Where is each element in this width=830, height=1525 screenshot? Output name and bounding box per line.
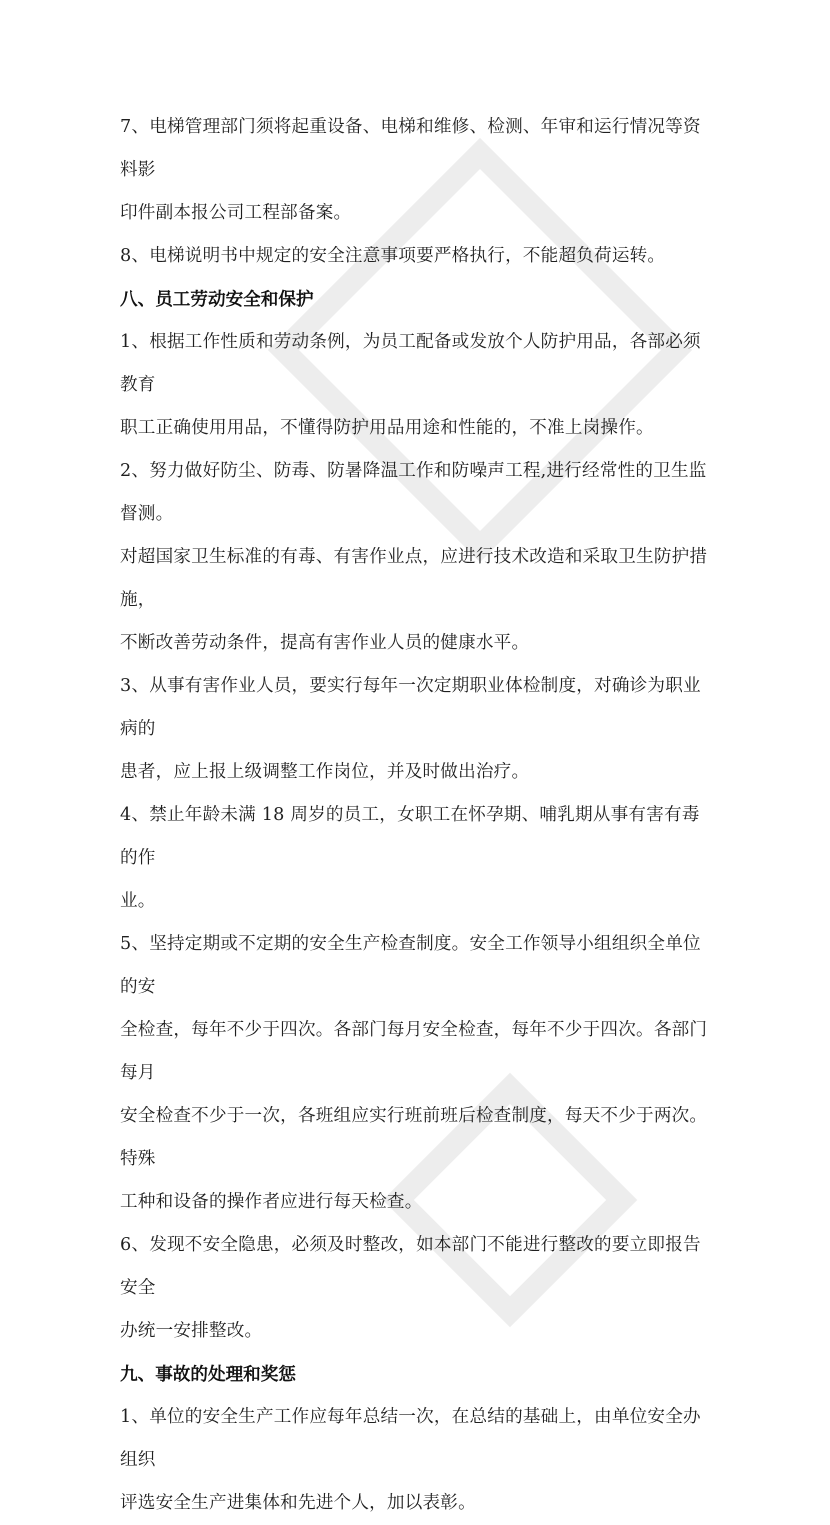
paragraph-item-5 [120, 923, 714, 1224]
text-line: 印件副本报公司工程部备案。 [120, 203, 352, 223]
text-line: 6、发现不安全隐患，必须及时整改，如本部门不能进行整改的要立即报告安全 [120, 1235, 701, 1298]
paragraph-item-8 [120, 235, 714, 278]
text-line: 4、禁止年龄未满 18 周岁的员工，女职工在怀孕期、哺乳期从事有害有毒的作 [120, 805, 700, 868]
paragraph-item-1 [120, 321, 714, 450]
text-line: 评选安全生产进集体和先进个人，加以表彰。 [120, 1493, 476, 1513]
text-line: 职工正确使用用品，不懂得防护用品用途和性能的，不准上岗操作。 [120, 418, 654, 438]
text-line: 5、坚持定期或不定期的安全生产检查制度。安全工作领导小组组织全单位的安 [120, 934, 701, 997]
text-line: 7、电梯管理部门须将起重设备、电梯和维修、检测、年审和运行情况等资料影 [120, 117, 701, 180]
paragraph-item-7 [120, 106, 714, 235]
text-line: 2、努力做好防尘、防毒、防暑降温工作和防噪声工程,进行经常性的卫生监督测。 [120, 461, 707, 524]
text-line: 1、单位的安全生产工作应每年总结一次，在总结的基础上，由单位安全办组织 [120, 1407, 701, 1470]
section-heading-9: 九、事故的处理和奖惩 [120, 1364, 296, 1385]
text-line: 安全检查不少于一次，各班组应实行班前班后检查制度，每天不少于两次。特殊 [120, 1106, 708, 1169]
text-line: 1、根据工作性质和劳动条例，为员工配备或发放个人防护用品，各部必须教育 [120, 332, 701, 395]
paragraph-item-6 [120, 1224, 714, 1353]
section-heading-8: 八、员工劳动安全和保护 [120, 289, 314, 310]
paragraph-item-1-section-9 [120, 1396, 714, 1525]
text-line: 全检查，每年不少于四次。各部门每月安全检查，每年不少于四次。各部门每月 [120, 1020, 708, 1083]
document-body [120, 106, 714, 1525]
text-line: 工种和设备的操作者应进行每天检查。 [120, 1192, 423, 1212]
paragraph-item-2 [120, 450, 714, 665]
text-line: 办统一安排整改。 [120, 1321, 263, 1341]
text-line: 对超国家卫生标准的有毒、有害作业点，应进行技术改造和采取卫生防护措施， [120, 547, 708, 610]
text-line: 3、从事有害作业人员，要实行每年一次定期职业体检制度，对确诊为职业病的 [120, 676, 701, 739]
paragraph-item-4 [120, 794, 714, 923]
text-line: 业。 [120, 891, 156, 911]
paragraph-item-3 [120, 665, 714, 794]
text-line: 患者，应上报上级调整工作岗位，并及时做出治疗。 [120, 762, 530, 782]
text-line: 8、电梯说明书中规定的安全注意事项要严格执行，不能超负荷运转。 [120, 246, 666, 266]
text-line: 不断改善劳动条件，提高有害作业人员的健康水平。 [120, 633, 530, 653]
